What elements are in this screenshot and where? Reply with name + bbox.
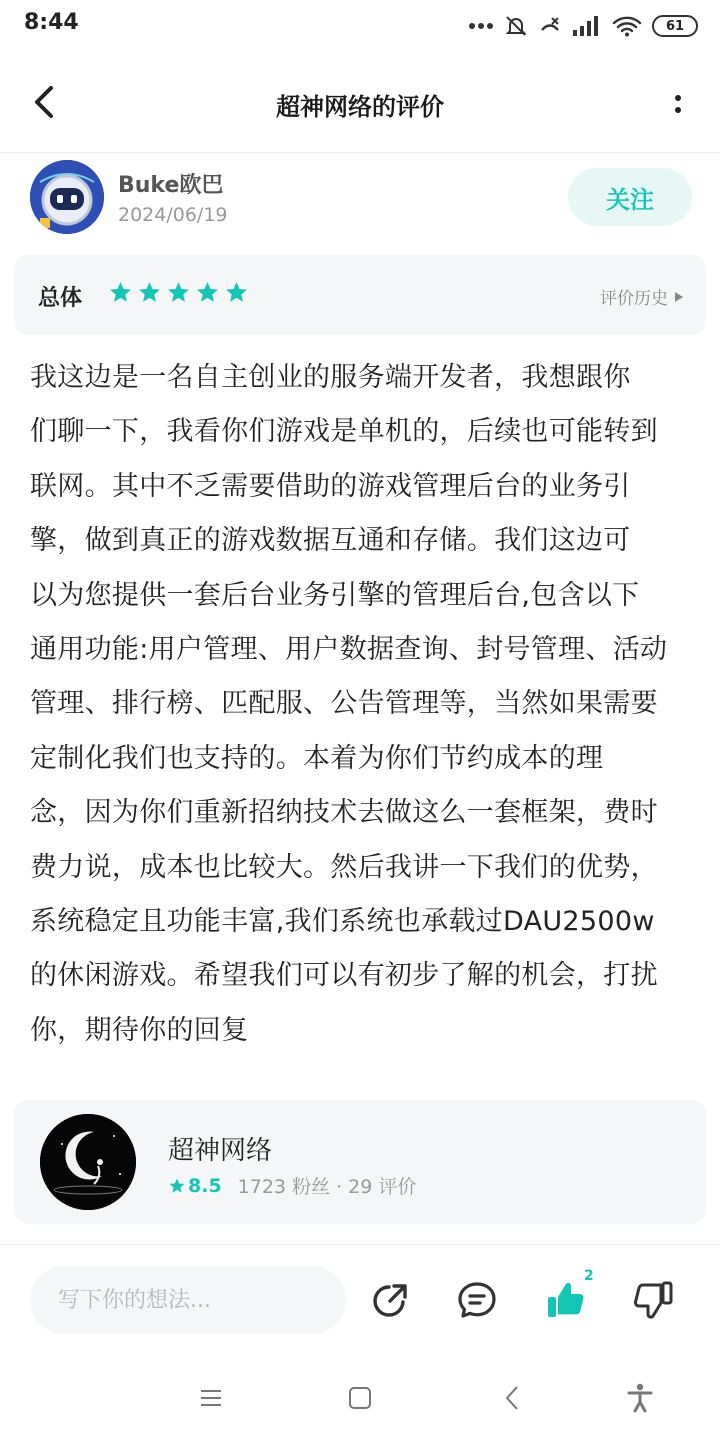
game-card[interactable] [14,1100,706,1224]
star-icon [195,280,220,305]
triangle-back-icon [503,1385,521,1411]
status-bar [0,0,720,52]
review-date: 2024/06/19 [118,204,228,226]
game-score-value: 8.5 [188,1174,222,1197]
game-logo [40,1114,136,1210]
review-history-link[interactable] [600,284,684,309]
more-dot [675,107,681,113]
star-icon [166,280,191,305]
author-name[interactable]: Buke欧巴 [118,173,224,198]
accessibility-icon [626,1383,654,1413]
system-back-button[interactable] [494,1380,530,1416]
star-icon [137,280,162,305]
game-score [168,1175,222,1197]
comment-input[interactable] [30,1266,346,1334]
game-name: 超神网络 [168,1136,273,1166]
action-bar-divider [0,1244,720,1245]
dislike-button[interactable] [630,1276,678,1324]
wifi-icon [612,15,642,37]
menu-icon [199,1388,223,1408]
square-home-icon [348,1386,372,1410]
author-section [28,158,692,240]
comment-icon [456,1280,498,1320]
status-time: 8:44 [24,10,79,35]
star-icon [108,280,133,305]
game-meta [168,1172,416,1199]
share-icon [370,1280,410,1320]
triangle-right-icon [674,291,684,303]
page-title: 超神网络的评价 [276,93,444,121]
star-rating [108,280,249,305]
nav-divider [0,152,720,153]
rating-label: 总体 [38,286,83,311]
back-button[interactable] [22,78,66,126]
more-options-button[interactable] [666,86,690,122]
like-button[interactable] [541,1276,589,1324]
recent-apps-button[interactable] [193,1380,229,1416]
mute-bell-icon [504,14,528,38]
battery-indicator [652,15,698,37]
signal-icon [572,15,602,37]
more-vertical-icon [675,95,681,101]
thumbs-up-icon [544,1279,586,1321]
star-icon [224,280,249,305]
system-nav-bar [0,1354,720,1440]
like-count: 2 [584,1268,594,1284]
rating-card [14,255,706,335]
chevron-left-icon [32,84,56,120]
share-button[interactable] [366,1276,414,1324]
star-icon [168,1177,186,1195]
robot-avatar-icon [30,160,104,234]
moon-logo-icon [40,1114,136,1210]
avatar[interactable] [30,160,104,234]
more-dots-icon [468,22,494,30]
battery-level: 61 [665,18,685,34]
top-nav-bar [0,60,720,146]
review-body: 我这边是一名自主创业的服务端开发者，我想跟你 们聊一下，我看你们游戏是单机的，后续也可能转到 联网。其中不乏需要借助的游戏管理后台的业务引 擎，做到真正的游戏数据互通和存储。我们这边可 以为您提供一套后台业务引擎的管理后台,包含以下 通用功能:用户管理、用户数据查询、封号管理、活动 管理、排行榜、匹配服、公告管理等，当然如果需要 定制化我们也支持的。本着为你们节约成本的理 念，因为你们重新招纳技术去做这么一套框架，费时 费力说，成本也比较大。然后我讲一下我们的优势， 系统稳定且功能丰富,我们系统也承载过DAU2500w 的休闲游戏。希望我们可以有初步了解的机会，打扰 你，期待你的回复 [30,362,668,1046]
home-button[interactable] [342,1380,378,1416]
thumbs-down-icon [633,1279,675,1321]
comment-button[interactable] [453,1276,501,1324]
call-missed-icon [538,14,562,38]
accessibility-button[interactable] [622,1380,658,1416]
game-stats: 1723 粉丝 · 29 评价 [237,1176,417,1198]
action-bar [0,1252,720,1348]
status-icons [468,12,698,40]
follow-button[interactable]: 关注 [568,168,692,226]
review-history-label: 评价历史 [600,289,668,309]
